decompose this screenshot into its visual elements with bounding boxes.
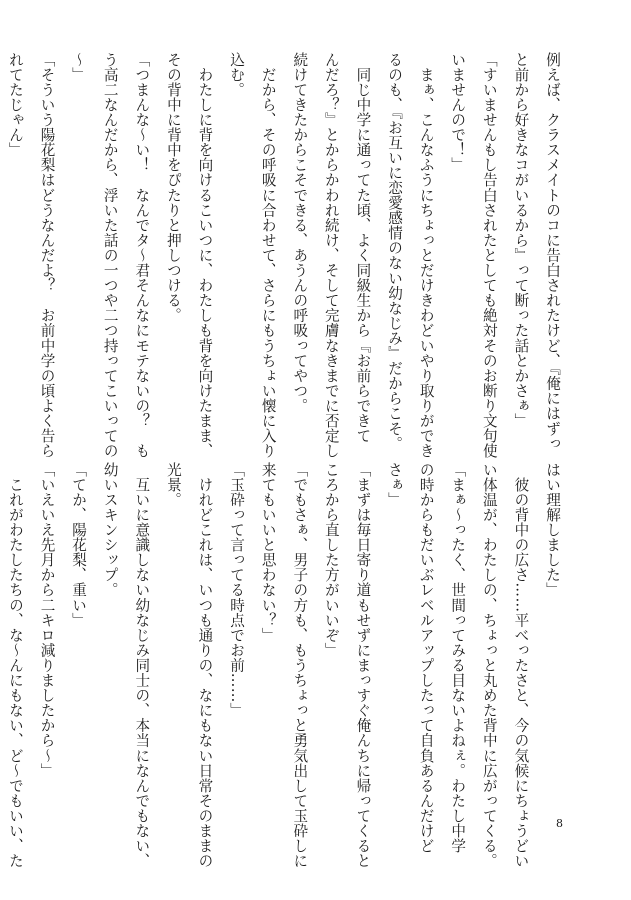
text-line: 「つまんな～い！ なんでタ～君そんなにモテないの？ も <box>133 52 151 459</box>
text-line: 「いえいえ先月から二キロ減りましたから～」 <box>38 462 56 779</box>
text-line: いませんので！」 <box>449 52 467 173</box>
text-line: 互いに意識しない幼なじみ同士の、本当になんでもない、 <box>133 462 151 869</box>
text-line: 「てか、陽花梨、重い」 <box>70 462 88 628</box>
text-line: 光景。 <box>164 462 182 508</box>
text-line: はい理解しました」 <box>544 462 561 598</box>
text-line: 「玉砕って言ってる時点でお前……」 <box>228 462 246 718</box>
upper-text-block <box>6 52 568 459</box>
text-line: その背中に背中をぴたりと押しつける。 <box>164 52 182 323</box>
text-line: けれどこれは、いつも通りの、なにもない日常そのままの <box>196 462 214 869</box>
text-line: 続けてきたからこそできる、あうんの呼吸ってやつ。 <box>291 52 309 414</box>
text-line: 「そういう陽花梨はどうなんだよ？ お前中学の頃よく告ら <box>38 52 56 459</box>
text-line: 込む。 <box>228 52 246 98</box>
text-line: るのも、『お互いに恋愛感情のない幼なじみ』だからこそ。 <box>386 52 404 452</box>
text-line: まぁ、こんなふうにちょっとだけきわどいやり取りができ <box>417 52 435 459</box>
text-line: 「まぁ～ったく、世間ってみる目ないよねぇ。わたし中学 <box>449 462 467 854</box>
text-line: れてたじゃん」 <box>6 52 24 158</box>
lower-text-block <box>6 462 568 869</box>
text-line: んだろ？』とからかわれ続け、そして完膚なきまでに否定し <box>322 52 340 459</box>
text-line: 例えば、クラスメイトのコに告白されたけど、『俺にはずっ <box>544 52 561 452</box>
text-line: 彼の背中の広さ……平べったさと、今の気候にちょうどい <box>512 462 530 869</box>
text-line: と前から好きなコがいるから』って断った話とかさぁ」 <box>512 52 530 429</box>
text-line: 幼いスキンシップ。 <box>101 462 119 598</box>
text-line: だから、その呼吸に合わせて、さらにもうちょい懐に入り <box>259 52 277 459</box>
text-line: い体温が、わたしの、ちょっと丸めた背中に広がってくる。 <box>480 462 498 869</box>
page-number: 8 <box>556 817 563 830</box>
text-line: 「まずは毎日寄り道もせずにまっすぐ俺んちに帰ってくると <box>354 462 372 869</box>
text-line: わたしに背を向けるこいつに、わたしも背を向けたまま、 <box>196 52 214 459</box>
text-line: う高二なんだから、浮いた話の一つや二つ持ってこいっての <box>101 52 119 459</box>
text-line: ころから直した方がいいぞ」 <box>322 462 340 658</box>
text-line: 来てもいいと思わない？」 <box>259 462 277 643</box>
text-line: 「でもさぁ、男子の方も、もうちょっと勇気出して玉砕しに <box>291 462 309 869</box>
text-line: ～」 <box>70 52 88 83</box>
text-line: これがわたしたちの、な～んにもない、ど～でもいい、た <box>6 462 24 869</box>
text-line: さぁ」 <box>386 462 404 508</box>
text-line: 同じ中学に通ってた頃、よく同級生から『お前らできて <box>354 52 372 444</box>
text-line: 「すいませんもし告白されたとしても絶対そのお断り文句使 <box>480 52 498 459</box>
text-line: の時からもだいぶレベルアップしたって自負あるんだけど <box>417 462 435 854</box>
